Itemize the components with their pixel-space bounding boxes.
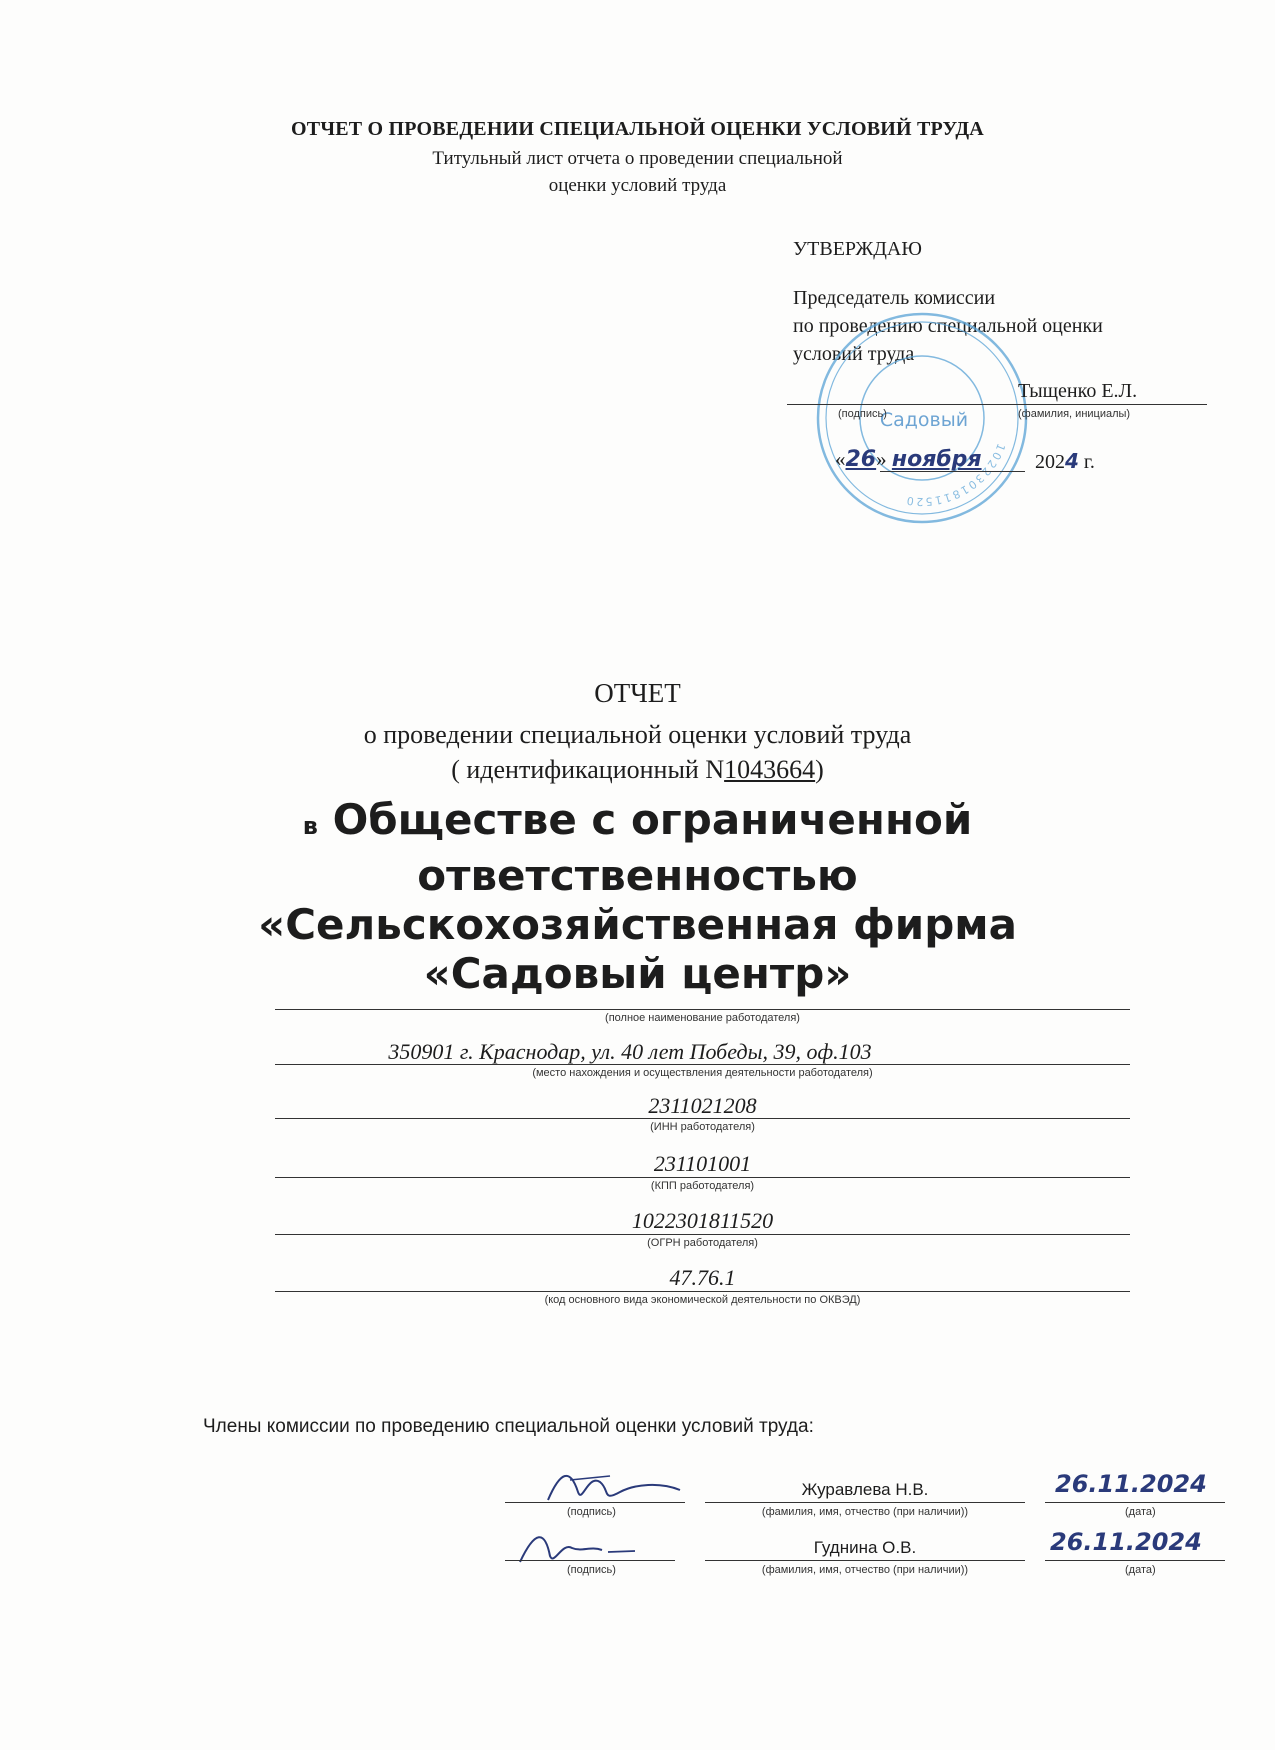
org-line-4: «Садовый центр»	[423, 949, 852, 998]
field-caption-ogrn: (ОГРН работодателя)	[647, 1237, 758, 1249]
date-month: ноября	[891, 447, 982, 472]
member-2-name: Гуднина О.В.	[813, 1538, 917, 1557]
report-subtitle-line: о проведении специальной оценки условий труда	[363, 720, 912, 749]
date-year-prefix: 202	[1035, 451, 1065, 473]
field-caption-kpp: (КПП работодателя)	[650, 1180, 755, 1192]
document-header-subtitle	[0, 145, 1275, 199]
chair-signature-line	[787, 404, 1207, 405]
members-heading: Члены комиссии по проведению специальной оценки условий труда:	[203, 1416, 814, 1437]
field-value-inn: 2311021208	[648, 1093, 757, 1118]
report-id-line	[0, 752, 1275, 787]
member-2-date-caption: (дата)	[1125, 1564, 1156, 1576]
date-month-line	[880, 471, 1025, 472]
member-1-date-caption: (дата)	[1125, 1506, 1156, 1518]
field-caption-address: (место нахождения и осуществления деятельности работодателя)	[532, 1067, 873, 1079]
chair-name-caption: (фамилия, инициалы)	[1018, 408, 1131, 420]
report-subtitle	[0, 717, 1275, 787]
seal-name: Садовый	[879, 409, 969, 431]
member-2-name-caption: (фамилия, имя, отчество (при наличии))	[761, 1564, 969, 1576]
field-line-ogrn	[275, 1234, 1130, 1235]
field-line-full-name	[275, 1009, 1130, 1010]
member-2-date: 26.11.2024	[1050, 1528, 1202, 1556]
approval-heading: УТВЕРЖДАЮ	[793, 238, 922, 260]
report-id-prefix: ( идентификационный N	[451, 755, 725, 784]
seal-number: 1022301811520	[904, 441, 1008, 509]
org-line-3: «Сельскохозяйственная фирма	[258, 900, 1017, 949]
field-value-ogrn: 1022301811520	[631, 1208, 774, 1233]
field-line-inn	[275, 1118, 1130, 1119]
member-1-date-line	[1045, 1502, 1225, 1503]
member-1-sign-caption: (подпись)	[567, 1506, 616, 1518]
org-preposition: в	[302, 812, 318, 840]
member-1-name-line	[705, 1502, 1025, 1503]
org-line-1-text: Обществе с ограниченной	[332, 795, 973, 844]
report-id-suffix: )	[815, 755, 824, 784]
chair-sign-caption: (подпись)	[838, 408, 887, 420]
member-2-sign-caption: (подпись)	[567, 1564, 616, 1576]
date-year-digit: 4	[1065, 449, 1079, 473]
field-caption-inn: (ИНН работодателя)	[650, 1121, 755, 1133]
date-day: 26	[845, 447, 877, 472]
field-line-address	[275, 1064, 1130, 1065]
member-2-name-line	[705, 1560, 1025, 1561]
report-id-number: 1043664	[724, 755, 816, 784]
member-1-name-caption: (фамилия, имя, отчество (при наличии))	[761, 1506, 969, 1518]
member-1-date: 26.11.2024	[1055, 1470, 1207, 1498]
org-line-2: ответственностью	[417, 851, 858, 900]
member-2-sign-line	[505, 1560, 675, 1561]
date-open-quote: «	[835, 447, 846, 471]
report-title: ОТЧЕТ	[594, 678, 681, 708]
date-close-quote: »	[876, 447, 887, 471]
field-value-okved: 47.76.1	[669, 1265, 736, 1290]
field-value-address: 350901 г. Краснодар, ул. 40 лет Победы, 39, оф.103	[388, 1039, 872, 1064]
organization-name	[0, 795, 1275, 998]
member-1-sign-line	[505, 1502, 685, 1503]
field-caption-full-name: (полное наименование работодателя)	[605, 1012, 800, 1024]
chair-line-1: Председатель комиссии	[793, 287, 996, 309]
date-suffix: г.	[1083, 451, 1095, 473]
chair-line-2: по проведению специальной оценки	[793, 315, 1103, 337]
field-line-okved	[275, 1291, 1130, 1292]
member-2-date-line	[1045, 1560, 1225, 1561]
member-1-signature	[540, 1462, 690, 1512]
field-value-kpp: 231101001	[653, 1151, 752, 1176]
subtitle-line-2: оценки условий труда	[548, 175, 727, 196]
chair-line-3: условий труда	[793, 343, 915, 365]
document-header-title: ОТЧЕТ О ПРОВЕДЕНИИ СПЕЦИАЛЬНОЙ ОЦЕНКИ УСЛОВИЙ ТРУДА	[291, 118, 984, 140]
subtitle-line-1: Титульный лист отчета о проведении специальной	[432, 148, 843, 169]
date-year	[1035, 449, 1095, 474]
field-line-kpp	[275, 1177, 1130, 1178]
field-caption-okved: (код основного вида экономической деятельности по ОКВЭД)	[544, 1294, 861, 1306]
chair-name: Тыщенко Е.Л.	[1018, 380, 1138, 402]
member-1-name: Журавлева Н.В.	[801, 1480, 929, 1499]
org-line-1	[0, 795, 1275, 851]
